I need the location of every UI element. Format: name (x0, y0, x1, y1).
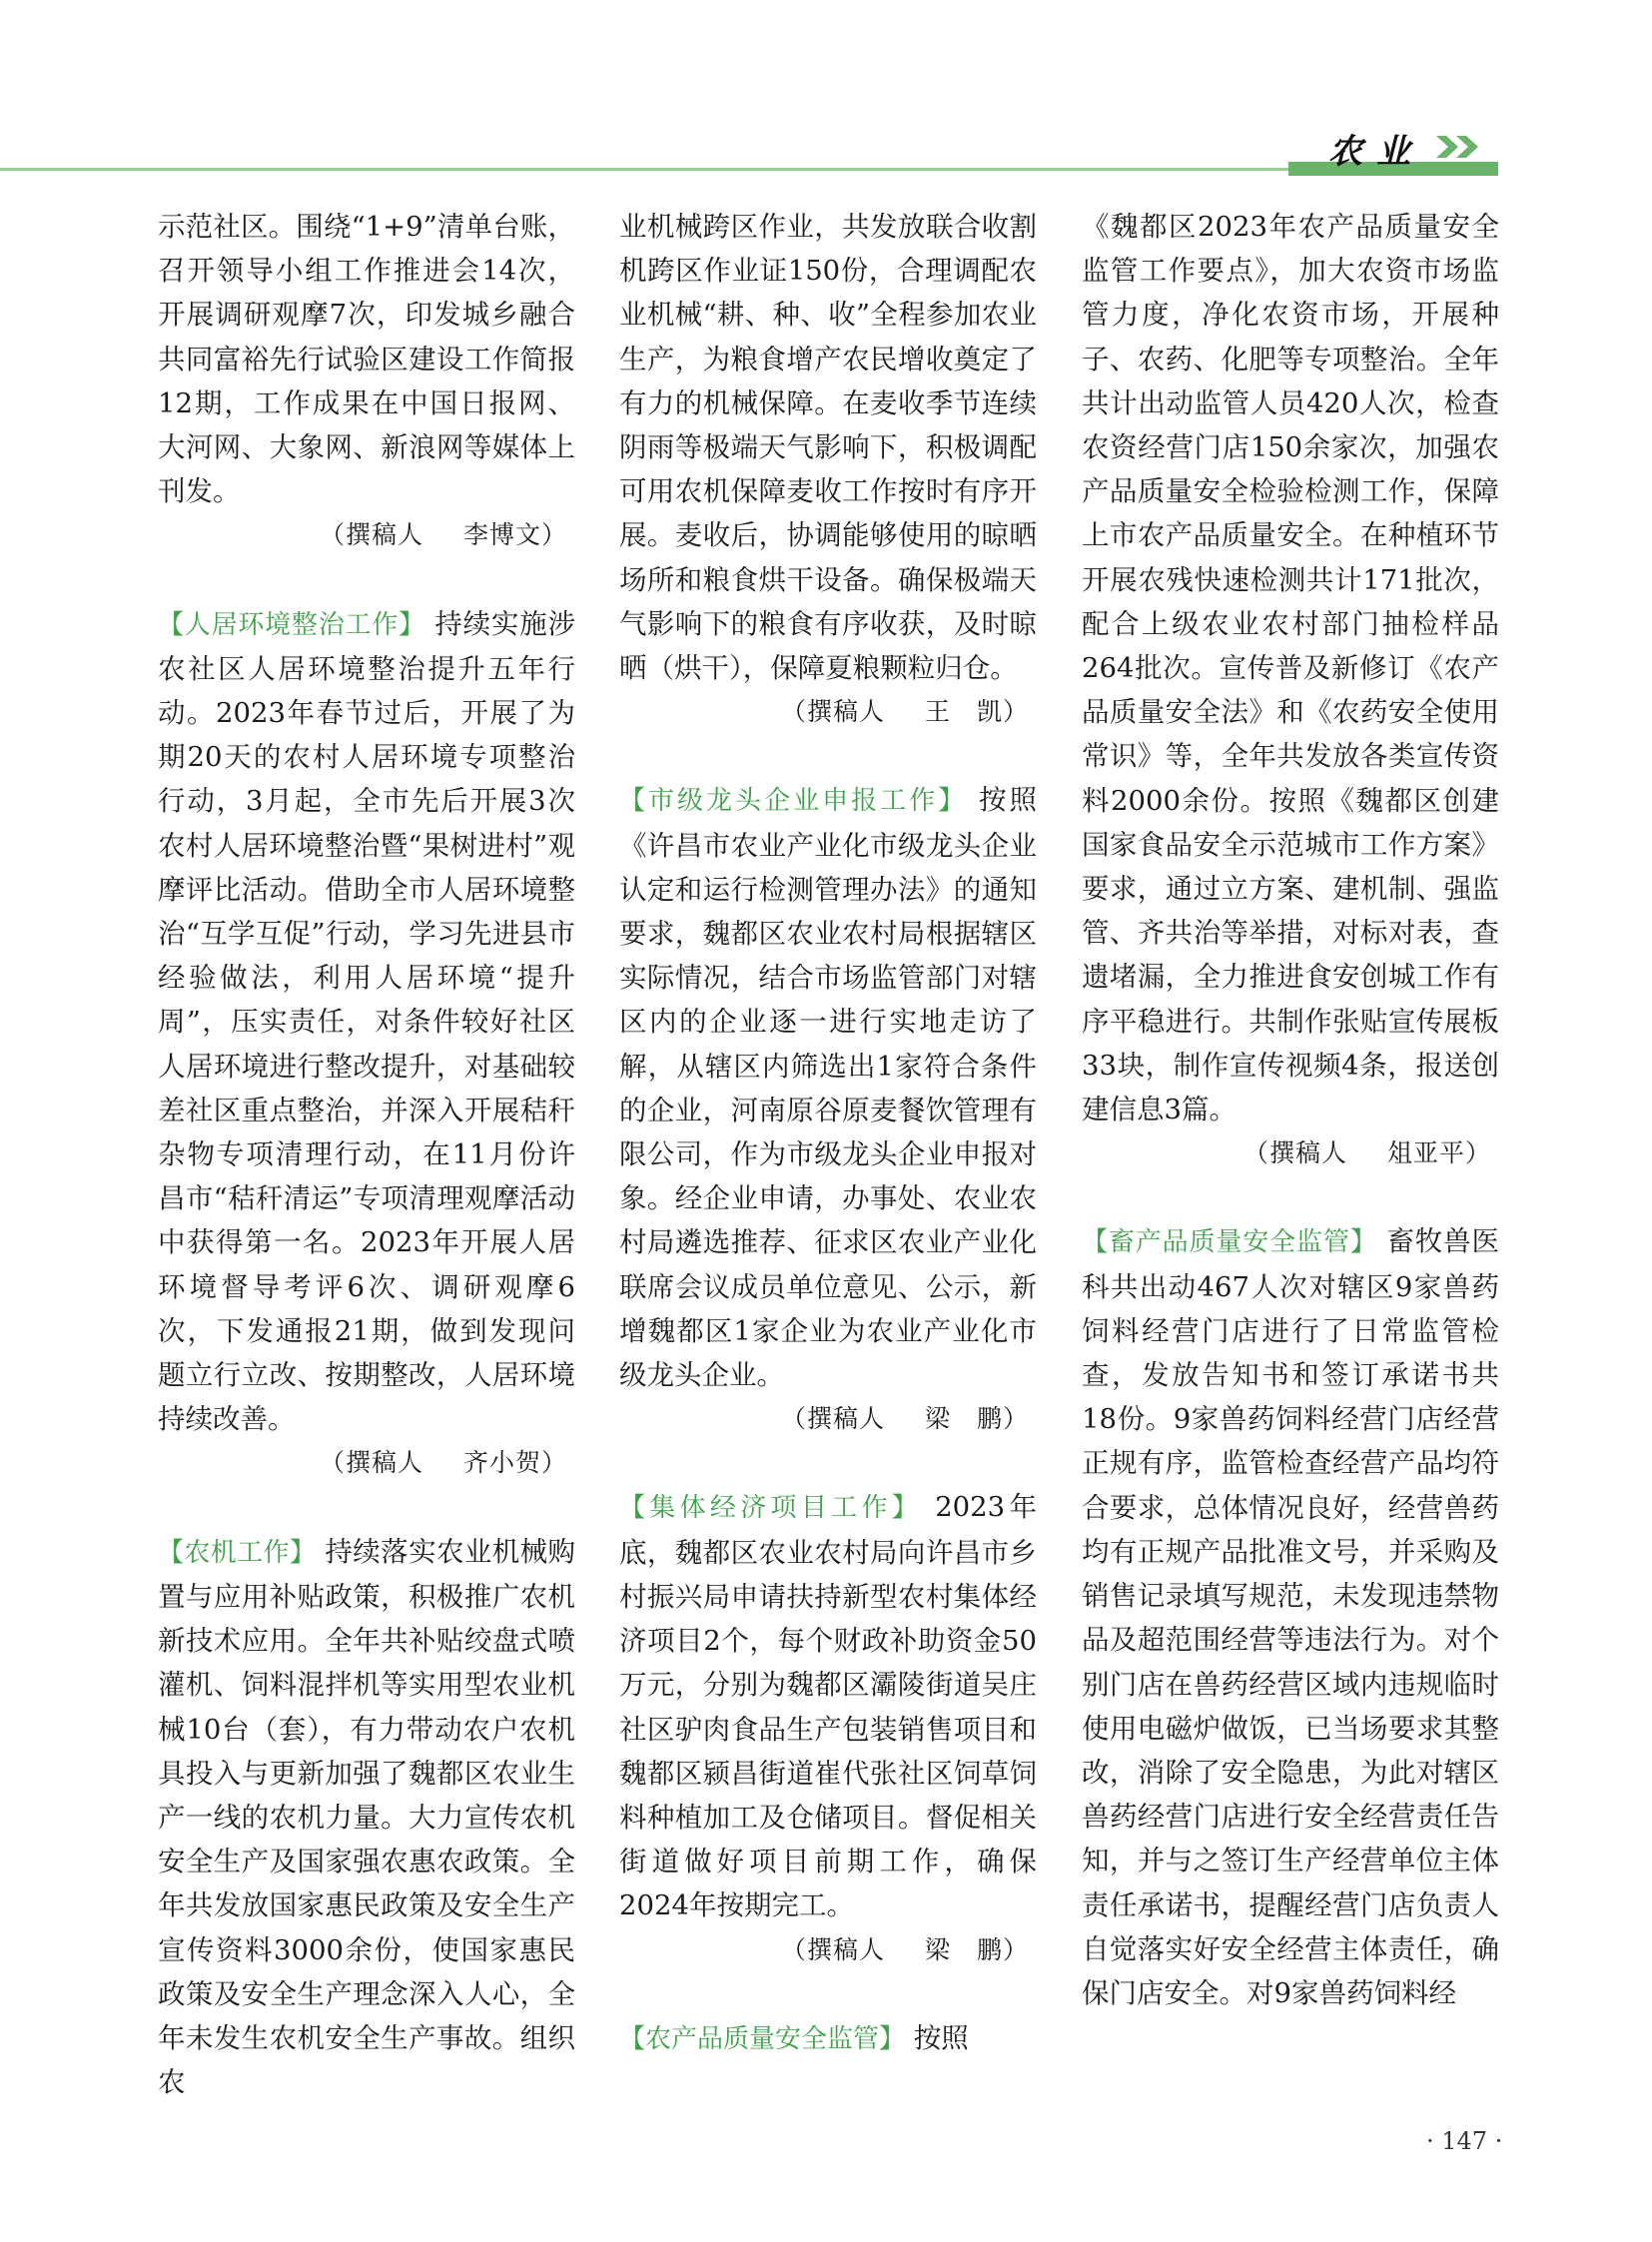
section-heading: 【农产品质量安全监管】 (619, 2023, 906, 2054)
paragraph: 示范社区。围绕“1+9”清单台账，召开领导小组工作推进会14次，开展调研观摩7次，印发城乡融合共同富裕先行试验区建设工作简报12期，工作成果在中国日报网、大河网、大象网、新浪网等媒体上刊发。 (158, 211, 575, 508)
paragraph: 【市级龙头企业申报工作】 按照《许昌市农业产业化市级龙头企业认定和运行检测管理办法》的通知要求，魏都区农业农村局根据辖区实际情况，结合市场监管部门对辖区内的企业逐一进行实地走访了解，从辖区内筛选出1家符合条件的企业，河南原谷原麦餐饮管理有限公司，作为市级龙头企业申报对象。经企业申请，办事处、农业农村局遴选推荐、征求区农业产业化联席会议成员单位意见、公示，新增魏都区1家企业为农业产业化市级龙头企业。 (619, 784, 1037, 1392)
paragraph: 《魏都区2023年农产品质量安全监管工作要点》，加大农资市场监管力度，净化农资市场，开展种子、农药、化肥等专项整治。全年共计出动监管人员420人次，检查农资经营门店150余家次，加强农产品质量安全检验检测工作，保障上市农产品质量安全。在种植环节开展农残快速检测共计171批次，配合上级农业农村部门抽检样品264批次。宣传普及新修订《农产品质量安全法》和《农药安全使用常识》等，全年共发放各类宣传资料2000余份。按照《魏都区创建国家食品安全示范城市工作方案》要求，通过立方案、建机制、强监管、齐共治等举措，对标对表，查遗堵漏，全力推进食安创城工作有序平稳进行。共制作张贴宣传展板33块，制作宣传视频4条，报送创建信息3篇。 (1082, 211, 1499, 1126)
column-2 (619, 205, 1037, 2061)
section-heading: 【畜产品质量安全监管】 (1082, 1227, 1377, 1258)
section-heading: 【农机工作】 (158, 1537, 317, 1568)
author-credit: （撰稿人 梁 鹏） (780, 1404, 1029, 1434)
section-heading: 【集体经济项目工作】 (619, 1493, 923, 1524)
header-rule (0, 168, 1498, 171)
author-credit: （撰稿人 梁 鹏） (780, 1934, 1029, 1964)
author-credit: （撰稿人 齐小贺） (319, 1448, 567, 1478)
paragraph: 【畜产品质量安全监管】 畜牧兽医科共出动467人次对辖区9家兽药饲料经营门店进行了日常监管检查，发放告知书和签订承诺书共18份。9家兽药饲料经营门店经营正规有序，监管检查经营产品均符合要求，总体情况良好，经营兽药均有正规产品批准文号，并采购及销售记录填写规范，未发现违禁物品及超范围经营等违法行为。对个别门店在兽药经营区域内违规临时使用电磁炉做饭，已当场要求其整改，消除了安全隐患，为此对辖区兽药经营门店进行安全经营责任告知，并与之签订生产经营单位主体责任承诺书，提醒经营门店负责人自觉落实好安全经营主体责任，确保门店安全。对9家兽药饲料经 (1082, 1225, 1499, 2009)
author-credit: （撰稿人 王 凯） (780, 697, 1029, 727)
section-heading: 【市级龙头企业申报工作】 (619, 786, 968, 817)
author-credit: （撰稿人 俎亚平） (1242, 1138, 1491, 1168)
author-credit: （撰稿人 李博文） (319, 520, 567, 550)
page-number: · 147 · (1426, 2127, 1503, 2155)
paragraph: 【人居环境整治工作】 持续实施涉农社区人居环境整治提升五年行动。2023年春节过后，开展了为期20天的农村人居环境专项整治行动，3月起，全市先后开展3次农村人居环境整治暨“果树进村”观摩评比活动。借助全市人居环境整治“互学互促”行动，学习先进县市经验做法，利用人居环境“提升周”，压实责任，对条件较好社区人居环境进行整改提升，对基础较差社区重点整治，并深入开展秸秆杂物专项清理行动，在11月份许昌市“秸秆清运”专项清理观摩活动中获得第一名。2023年开展人居环境督导考评6次、调研观摩6次，下发通报21期，做到发现问题立行立改、按期整改，人居环境持续改善。 (158, 607, 575, 1436)
paragraph: 【农机工作】 持续落实农业机械购置与应用补贴政策，积极推广农机新技术应用。全年共补贴绞盘式喷灌机、饲料混拌机等实用型农业机械10台（套），有力带动农户农机具投入与更新加强了魏都区农业生产一线的农机力量。大力宣传农机安全生产及国家强农惠农政策。全年共发放国家惠民政策及安全生产宣传资料3000余份，使国家惠民政策及安全生产理念深入人心，全年未发生农机安全生产事故。组织农 (158, 1535, 575, 2099)
section-heading: 【人居环境整治工作】 (158, 609, 425, 640)
section-title: 农业 (1328, 132, 1424, 172)
column-3 (1082, 205, 1499, 2015)
paragraph: 【农产品质量安全监管】 按照 (619, 2021, 969, 2054)
paragraph: 【集体经济项目工作】 2023年底，魏都区农业农村局向许昌市乡村振兴局申请扶持新型农村集体经济项目2个，每个财政补助资金50万元，分别为魏都区灞陵街道吴庄社区驴肉食品生产包装销售项目和魏都区颍昌街道崔代张社区饲草饲料种植加工及仓储项目。督促相关街道做好项目前期工作，确保2024年按期完工。 (619, 1491, 1037, 1922)
paragraph: 业机械跨区作业，共发放联合收割机跨区作业证150份，合理调配农业机械“耕、种、收”全程参加农业生产，为粮食增产农民增收奠定了有力的机械保障。在麦收季节连续阴雨等极端天气影响下，积极调配可用农机保障麦收工作按时有序开展。麦收后，协调能够使用的晾晒场所和粮食烘干设备。确保极端天气影响下的粮食有序收获，及时晾晒（烘干），保障夏粮颗粒归仓。 (619, 211, 1037, 685)
column-1 (158, 205, 575, 2104)
double-chevron-icon (1434, 132, 1494, 162)
